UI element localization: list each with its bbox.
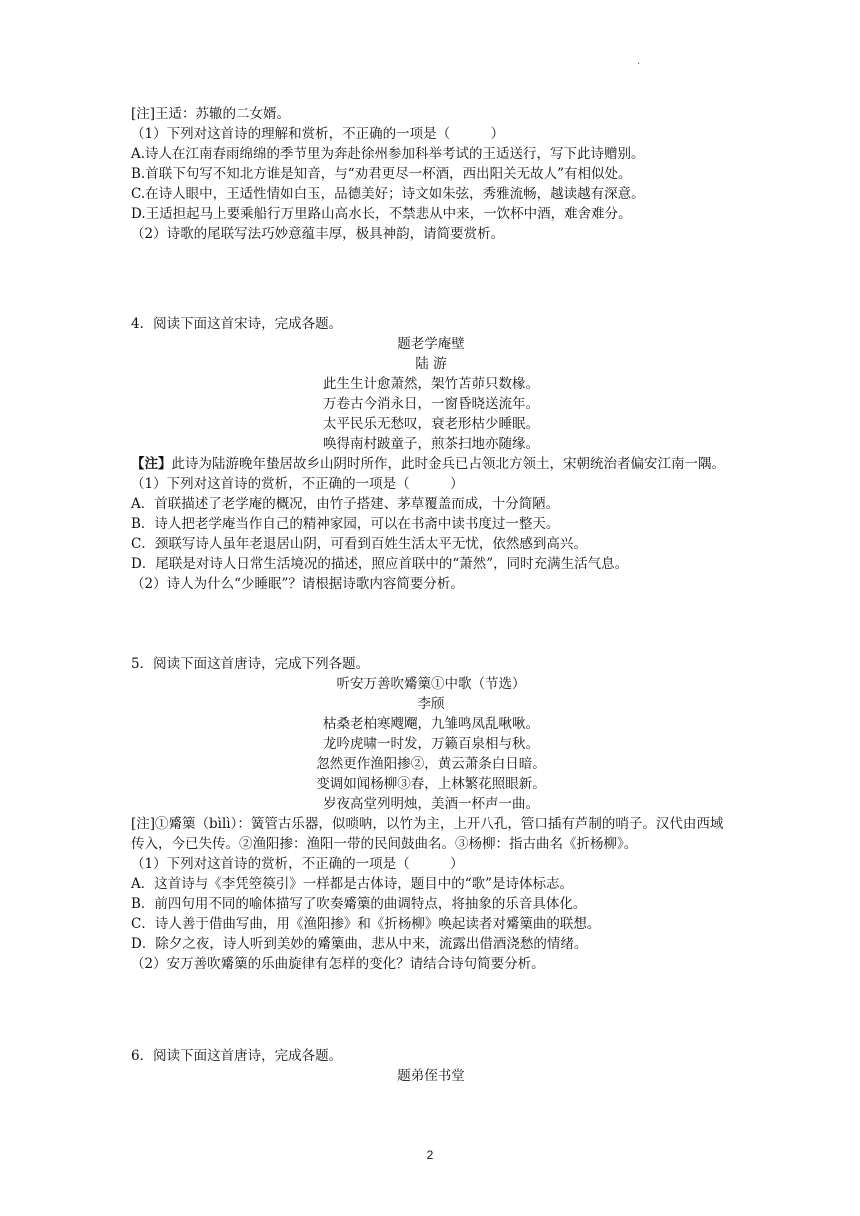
page-content [131, 104, 731, 1086]
q4-heading: 4．阅读下面这首宋诗，完成各题。 [131, 316, 343, 332]
q4-option-c: C．颈联写诗人虽年老退居山阴，可看到百姓生活太平无忧，依然感到高兴。 [131, 536, 587, 552]
q4-option-d: D．尾联是对诗人日常生活境况的描述，照应首联中的“萧然”，同时充满生活气息。 [131, 556, 629, 572]
q5-option-d: D．除夕之夜，诗人听到美妙的觱篥曲，悲从中来，流露出借酒浇愁的情绪。 [131, 936, 588, 952]
answer-space [131, 244, 731, 314]
q4-poem-author: 陆 游 [415, 356, 447, 372]
q4-sub1: （1）下列对这首诗的赏析，不正确的一项是（ ） [131, 476, 464, 492]
q4-poem-title: 题老学庵壁 [397, 336, 465, 352]
q5-poem-line-3: 忽然更作渔阳掺②，黄云萧条白日暗。 [316, 756, 546, 772]
q4-sub2: （2）诗人为什么“少睡眠”？请根据诗歌内容简要分析。 [131, 576, 464, 592]
q3-option-c: C.在诗人眼中，王适性情如白玉，品德美好；诗文如朱弦，秀雅流畅，越读越有深意。 [131, 186, 645, 202]
q3-sub1: （1）下列对这首诗的理解和赏析，不正确的一项是（ ） [131, 126, 505, 142]
q5-poem-line-5: 岁夜高堂列明烛，美酒一杯声一曲。 [323, 796, 539, 812]
q5-option-b: B．前四句用不同的喻体描写了吹奏觱篥的曲调特点，将抽象的乐音具体化。 [131, 896, 587, 912]
q5-poem-line-4: 变调如闻杨柳③春，上林繁花照眼新。 [316, 776, 546, 792]
q3-option-a: A.诗人在江南春雨绵绵的季节里为奔赴徐州参加科举考试的王适送行，写下此诗赠别。 [131, 146, 645, 162]
q6-heading: 6．阅读下面这首唐诗，完成各题。 [131, 1048, 343, 1064]
q3-option-b: B.首联下句写不知北方谁是知音，与“劝君更尽一杯酒，西出阳关无故人”有相似处。 [131, 166, 632, 182]
q3-sub2: （2）诗歌的尾联写法巧妙意蕴丰厚，极具神韵，请简要赏析。 [131, 226, 505, 242]
q4-option-b: B．诗人把老学庵当作自己的精神家园，可以在书斋中读书度过一整天。 [131, 516, 560, 532]
q4-poem-line-4: 唤得南村跛童子，煎茶扫地亦随缘。 [323, 436, 539, 452]
q5-poem-line-1: 枯桑老柏寒飕飗，九雏鸣凤乱啾啾。 [323, 716, 539, 732]
q5-sub1: （1）下列对这首诗的赏析，不正确的一项是（ ） [131, 856, 464, 872]
header-mark: . [637, 56, 641, 67]
q3-option-d: D.王适担起马上要乘船行万里路山高水长，不禁悲从中来，一饮杯中酒，难舍难分。 [131, 206, 632, 222]
answer-space [131, 974, 731, 1046]
page-number: 2 [426, 1148, 434, 1162]
q5-poem-title: 听安万善吹觱篥①中歌（节选） [336, 676, 526, 692]
q4-poem-line-3: 太平民乐无愁叹，衰老形枯少睡眠。 [323, 416, 539, 432]
q5-poem-line-2: 龙吟虎啸一时发，万籁百泉相与秋。 [323, 736, 539, 752]
q5-heading: 5．阅读下面这首唐诗，完成下列各题。 [131, 656, 370, 672]
q4-poem-line-1: 此生生计愈萧然，架竹苫茆只数椽。 [323, 376, 539, 392]
q4-poem-line-2: 万卷古今消永日，一窗昏晓送流年。 [323, 396, 539, 412]
q4-note-label: 【注】 [131, 456, 172, 472]
q5-poem-author: 李颀 [417, 696, 445, 712]
q5-sub2: （2）安万善吹觱篥的乐曲旋律有怎样的变化？请结合诗句简要分析。 [131, 956, 545, 972]
q5-option-a: A．这首诗与《李凭箜篌引》一样都是古体诗，题目中的“歌”是诗体标志。 [131, 876, 574, 892]
q5-option-c: C．诗人善于借曲写曲，用《渔阳掺》和《折杨柳》唤起读者对觱篥曲的联想。 [131, 916, 601, 932]
q4-note-text: 此诗为陆游晚年蛰居故乡山阴时所作，此时金兵已占领北方领土，宋朝统治者偏安江南一隅。 [171, 456, 725, 472]
q4-note [131, 454, 731, 474]
q4-option-a: A．首联描述了老学庵的概况，由竹子搭建、茅草覆盖而成，十分简陋。 [131, 496, 560, 512]
q6-poem-title: 题弟侄书堂 [397, 1068, 465, 1084]
q5-note: [注]①觱篥（bìlì）：簧管古乐器，似唢呐，以竹为主，上开八孔，管口插有芦制的哨子。汉代由西域传入，今已失传。②渔阳掺：渔阳一带的民间鼓曲名。③杨柳：指古曲名《折杨柳》。 [131, 816, 724, 852]
answer-space [131, 594, 731, 654]
q3-note: [注]王适：苏辙的二女婿。 [131, 106, 291, 122]
